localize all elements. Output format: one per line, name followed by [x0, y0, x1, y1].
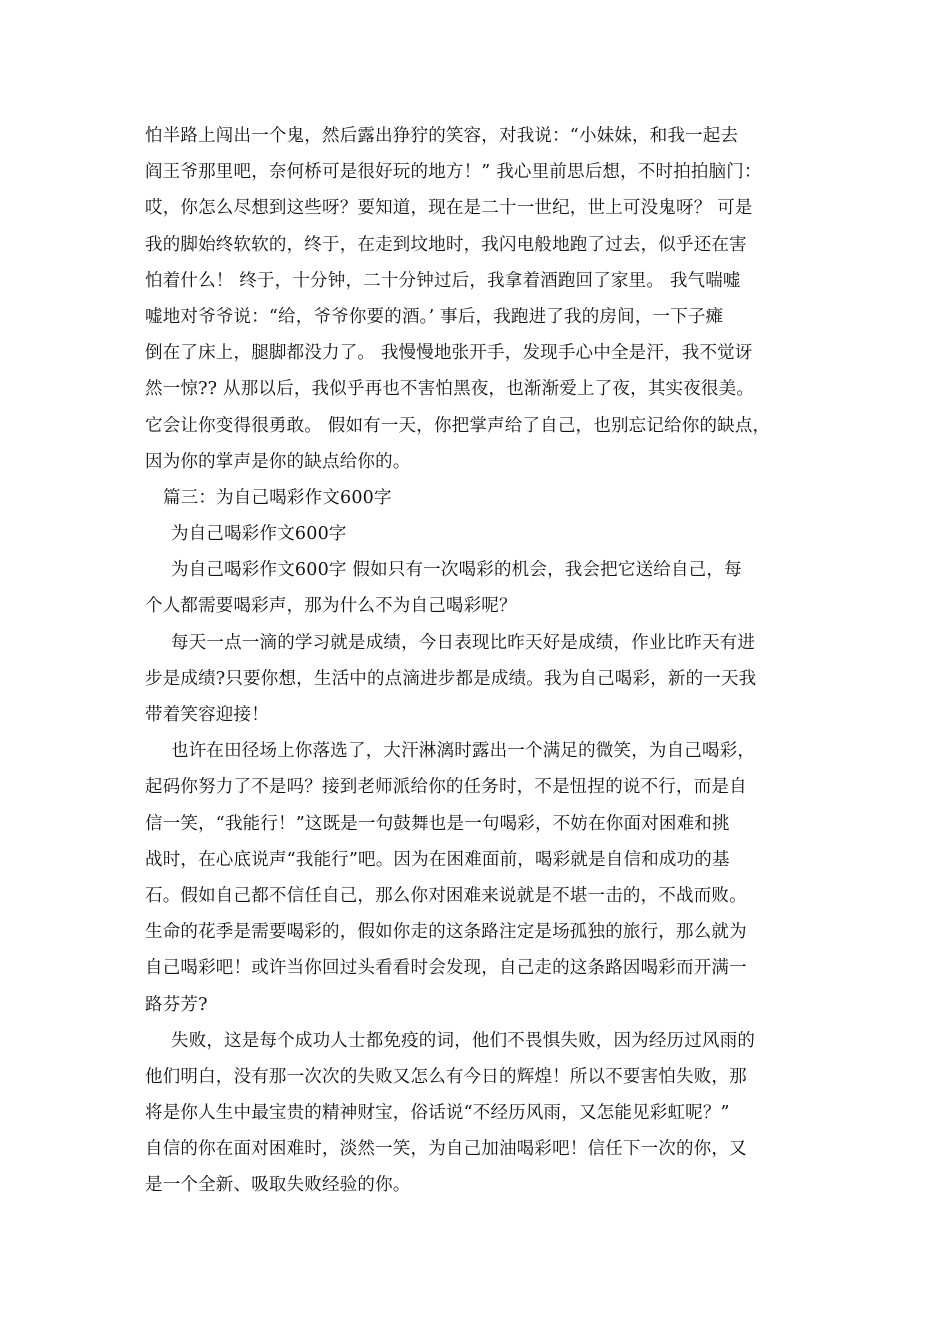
text-line: 它会让你变得很勇敢。 假如有一天，你把掌声给了自己，也别忘记给你的缺点，	[145, 415, 771, 436]
text-line: 起码你努力了不是吗？接到老师派给你的任务时，不是忸捏的说不行，而是自	[145, 777, 747, 798]
text-line: 路芬芳?	[145, 994, 208, 1015]
text-line: 嘘地对爷爷说：“给，爷爷你要的酒。’ 事后，我跑进了我的房间，一下子瘫	[145, 306, 724, 327]
text-line: 怕着什么！ 终于，十分钟，二十分钟过后，我拿着酒跑回了家里。 我气喘嘘	[145, 270, 741, 291]
text-line: 我的脚始终软软的，终于，在走到坟地时，我闪电般地跑了过去，似乎还在害	[145, 234, 747, 255]
text-line: 将是你人生中最宝贵的精神财宝，俗话说“不经历风雨，又怎能见彩虹呢？”	[145, 1103, 730, 1124]
text-line: 生命的花季是需要喝彩的，假如你走的这条路注定是场孤独的旅行，那么就为	[145, 922, 747, 943]
text-line: 自信的你在面对困难时，淡然一笑，为自己加油喝彩吧！信任下一次的你，又	[145, 1139, 747, 1160]
text-line: 哎，你怎么尽想到这些呀？要知道，现在是二十一世纪，世上可没鬼呀？ 可是	[145, 198, 753, 219]
text-line: 自己喝彩吧！或许当你回过头看看时会发现，自己走的这条路因喝彩而开满一	[145, 958, 747, 979]
essay-title: 为自己喝彩作文600字	[171, 524, 347, 545]
text-line: 因为你的掌声是你的缺点给你的。	[145, 451, 411, 472]
section-heading: 篇三：为自己喝彩作文600字	[163, 487, 392, 508]
text-line: 战时，在心底说声“我能行”吧。因为在困难面前，喝彩就是自信和成功的基	[145, 849, 730, 870]
text-line: 阎王爷那里吧，奈何桥可是很好玩的地方！” 我心里前思后想，不时拍拍脑门：	[145, 162, 762, 183]
text-line: 怕半路上闯出一个鬼，然后露出狰狞的笑容，对我说：“小妹妹，和我一起去	[145, 126, 739, 146]
text-line: 每天一点一滴的学习就是成绩，今日表现比昨天好是成绩，作业比昨天有进	[171, 632, 756, 653]
text-line: 步是成绩?只要你想，生活中的点滴进步都是成绩。我为自己喝彩，新的一天我	[145, 668, 757, 689]
text-line: 石。假如自己都不信任自己，那么你对困难来说就是不堪一击的，不战而败。	[145, 885, 747, 906]
text-line: 为自己喝彩作文600字 假如只有一次喝彩的机会，我会把它送给自己，每	[171, 560, 742, 581]
text-line: 带着笑容迎接！	[145, 705, 269, 725]
text-line: 是一个全新、吸取失败经验的你。	[145, 1175, 411, 1196]
document-page	[145, 118, 825, 1204]
text-line: 失败，这是每个成功人士都免疫的词，他们不畏惧失败，因为经历过风雨的	[171, 1030, 756, 1051]
text-line: 然一惊?? 从那以后，我似乎再也不害怕黑夜，也渐渐爱上了夜，其实夜很美。	[145, 379, 755, 400]
text-line: 他们明白，没有那一次次的失败又怎么有今日的辉煌！所以不要害怕失败，那	[145, 1066, 747, 1087]
text-line: 倒在了床上，腿脚都没力了。 我慢慢地张开手，发现手心中全是汗，我不觉讶	[145, 343, 753, 364]
text-line: 信一笑，“我能行！”这既是一句鼓舞也是一句喝彩，不妨在你面对困难和挑	[145, 813, 730, 834]
text-line: 个人都需要喝彩声，那为什么不为自己喝彩呢？	[145, 596, 517, 617]
text-line: 也许在田径场上你落选了，大汗淋漓时露出一个满足的微笑，为自己喝彩，	[171, 741, 756, 762]
